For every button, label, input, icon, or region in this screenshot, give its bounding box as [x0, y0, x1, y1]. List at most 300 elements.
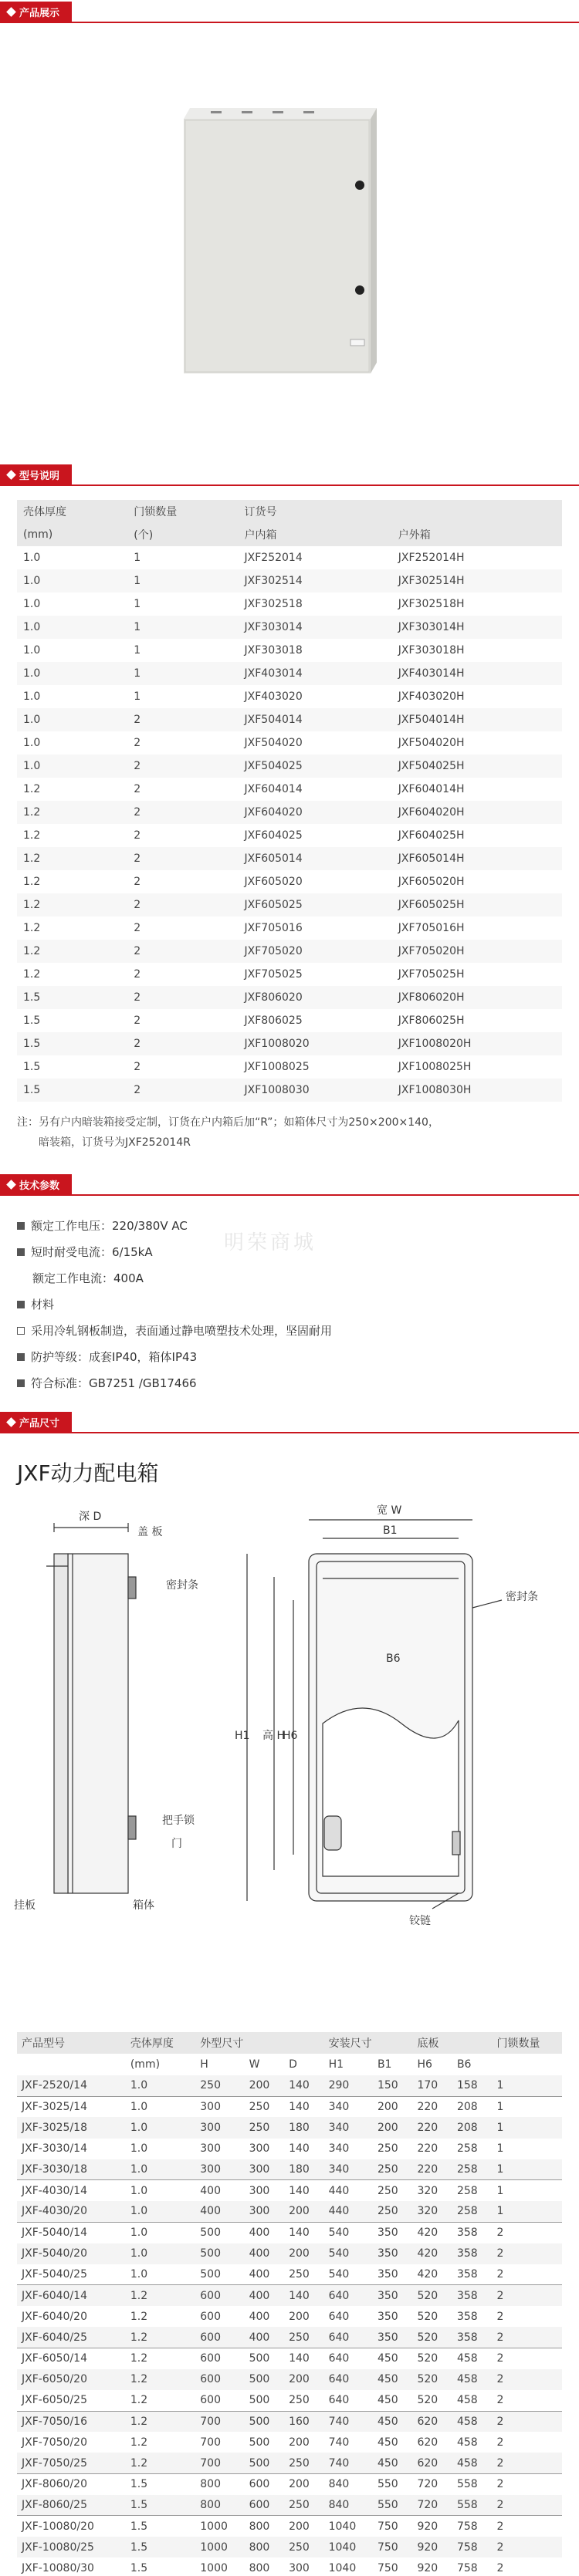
- table-cell: JXF302514H: [392, 569, 562, 593]
- table-cell: 520: [417, 2394, 438, 2407]
- table-cell: 740: [328, 2436, 350, 2449]
- table-cell: JXF303014: [239, 616, 392, 639]
- table-cell: 2: [127, 893, 238, 917]
- table-cell: 520: [412, 2327, 452, 2348]
- table-cell: 500: [245, 2369, 285, 2390]
- table-cell: 600: [245, 2495, 285, 2516]
- table-cell: 2: [134, 922, 141, 934]
- table-cell: 250: [284, 2327, 324, 2348]
- table-cell: 540: [324, 2243, 373, 2264]
- sub-d: D: [284, 2054, 324, 2075]
- table-cell: 220: [417, 2142, 438, 2156]
- table-cell: JXF604025: [244, 829, 303, 842]
- table-cell: 500: [249, 2394, 270, 2407]
- col-base-plate: 底板: [412, 2032, 492, 2054]
- table-cell: 2: [496, 2310, 504, 2323]
- table-cell: 1: [134, 552, 141, 564]
- table-cell: 300: [245, 2180, 285, 2201]
- table-cell: 600: [200, 2394, 221, 2407]
- order-note: [17, 1112, 562, 1153]
- table-cell: 450: [373, 2453, 413, 2473]
- table-cell: 1040: [328, 2561, 357, 2574]
- section-header-model: [0, 463, 579, 486]
- table-cell: 180: [284, 2117, 324, 2138]
- table-cell: JXF604020: [239, 801, 392, 824]
- table-cell: JXF605014: [239, 847, 392, 870]
- sub-b6: B6: [452, 2054, 493, 2075]
- table-cell: 2: [127, 755, 238, 778]
- bullet-icon: [17, 1301, 25, 1308]
- table-cell: 300: [195, 2159, 244, 2180]
- table-cell: 440: [324, 2180, 373, 2201]
- table-cell: 600: [195, 2285, 244, 2306]
- table-cell: 640: [324, 2348, 373, 2368]
- table-cell: 140: [284, 2222, 324, 2243]
- table-cell: 2: [127, 986, 238, 1009]
- table-cell: 1.2: [126, 2348, 195, 2368]
- table-cell: JXF705016: [244, 922, 303, 934]
- order-table-body: [17, 546, 562, 1102]
- table-cell: 400: [245, 2285, 285, 2306]
- table-cell: 160: [284, 2411, 324, 2432]
- table-cell: 1.2: [23, 876, 41, 888]
- table-row: [17, 1032, 562, 1055]
- section-title: 型号说明: [19, 470, 60, 482]
- table-cell: 2: [134, 783, 141, 795]
- table-cell: 2: [127, 847, 238, 870]
- label-seal-2: 密封条: [506, 1591, 538, 1603]
- table-cell: 458: [452, 2369, 493, 2390]
- table-cell: 2: [496, 2561, 504, 2574]
- table-cell: 258: [452, 2201, 493, 2222]
- table-cell: 1.5: [17, 1032, 127, 1055]
- label-height: 高 H: [262, 1730, 285, 1742]
- sub-b1: B1: [373, 2054, 413, 2075]
- table-cell: JXF604014H: [398, 783, 465, 795]
- table-cell: 2: [492, 2537, 562, 2557]
- table-cell: 1.0: [130, 2268, 148, 2281]
- table-cell: JXF604014: [244, 783, 303, 795]
- table-cell: 2: [492, 2285, 562, 2306]
- sub-unit: (个): [127, 523, 238, 546]
- table-cell: 450: [373, 2411, 413, 2432]
- spec-item: 额定工作电流：400A: [32, 1271, 144, 1285]
- table-cell: 720: [412, 2474, 452, 2495]
- table-cell: 200: [373, 2117, 413, 2138]
- spec-item: 防护等级：成套IP40，箱体IP43: [17, 1344, 562, 1370]
- table-cell: 350: [373, 2222, 413, 2243]
- table-row: [17, 1055, 562, 1079]
- table-cell: JXF403020H: [398, 690, 465, 703]
- table-cell: 2: [127, 708, 238, 731]
- table-cell: 2: [492, 2474, 562, 2495]
- table-cell: 500: [245, 2411, 285, 2432]
- table-cell: 640: [328, 2310, 350, 2323]
- table-cell: 1000: [200, 2561, 228, 2574]
- table-cell: JXF-6050/14: [17, 2348, 126, 2368]
- table-cell: 340: [324, 2096, 373, 2117]
- table-cell: JXF1008030H: [392, 1079, 562, 1102]
- table-cell: 600: [195, 2348, 244, 2368]
- table-cell: 2: [492, 2243, 562, 2264]
- table-cell: 250: [284, 2495, 324, 2516]
- table-cell: 400: [249, 2310, 270, 2323]
- section-header-size: [0, 1410, 579, 1433]
- table-cell: 300: [289, 2561, 310, 2574]
- table-cell: 1: [492, 2201, 562, 2222]
- table-cell: 220: [412, 2117, 452, 2138]
- label-cover: 盖 板: [137, 1526, 163, 1538]
- table-cell: 290: [324, 2075, 373, 2096]
- table-cell: JXF806025: [244, 1015, 303, 1027]
- table-cell: 150: [373, 2075, 413, 2096]
- table-cell: 2: [134, 1015, 141, 1027]
- table-cell: JXF403014H: [392, 662, 562, 685]
- table-cell: JXF605020: [244, 876, 303, 888]
- table-cell: JXF403014: [239, 662, 392, 685]
- table-cell: 300: [195, 2117, 244, 2138]
- table-row: [17, 2306, 562, 2327]
- table-row: [17, 2516, 562, 2537]
- table-cell: 1.0: [126, 2117, 195, 2138]
- table-row: [17, 2117, 562, 2138]
- table-cell: JXF-7050/16: [17, 2411, 126, 2432]
- table-cell: 2: [127, 801, 238, 824]
- table-cell: JXF1008020: [239, 1032, 392, 1055]
- table-row: [17, 2537, 562, 2557]
- table-cell: JXF605020H: [398, 876, 465, 888]
- table-cell: 640: [324, 2369, 373, 2390]
- order-table: [17, 500, 562, 1102]
- table-row: [17, 2075, 562, 2096]
- table-cell: 800: [195, 2474, 244, 2495]
- table-cell: JXF504020: [244, 737, 303, 749]
- table-cell: 1.0: [126, 2075, 195, 2096]
- table-cell: JXF605025: [239, 893, 392, 917]
- table-cell: 258: [452, 2180, 493, 2201]
- table-cell: JXF-2520/14: [17, 2075, 126, 2096]
- table-cell: JXF-5040/20: [17, 2243, 126, 2264]
- table-cell: 300: [249, 2142, 270, 2156]
- table-cell: 1.5: [126, 2516, 195, 2537]
- table-cell: 800: [245, 2537, 285, 2557]
- table-cell: 340: [324, 2159, 373, 2180]
- table-cell: 2: [492, 2327, 562, 2348]
- table-cell: 1.0: [126, 2243, 195, 2264]
- diagram-title: JXF动力配电箱: [17, 1460, 159, 1486]
- table-cell: 400: [195, 2180, 244, 2201]
- table-cell: 1: [134, 598, 141, 610]
- table-cell: 2: [492, 2516, 562, 2537]
- table-cell: 1.2: [126, 2411, 195, 2432]
- table-cell: 258: [452, 2159, 493, 2180]
- table-cell: 1.2: [130, 2394, 148, 2407]
- table-cell: 250: [377, 2142, 398, 2156]
- order-table-container: [17, 500, 562, 1102]
- table-cell: 1.0: [126, 2159, 195, 2180]
- table-cell: 758: [452, 2516, 493, 2537]
- table-row: [17, 1079, 562, 1102]
- table-cell: 1.0: [17, 755, 127, 778]
- table-cell: JXF806020: [239, 986, 392, 1009]
- table-cell: 250: [289, 2394, 310, 2407]
- table-cell: 1: [127, 616, 238, 639]
- table-cell: 250: [373, 2201, 413, 2222]
- table-cell: 1: [492, 2096, 562, 2117]
- table-cell: 758: [452, 2537, 493, 2557]
- table-cell: 170: [412, 2075, 452, 2096]
- table-cell: 458: [452, 2348, 493, 2368]
- table-cell: 2: [496, 2268, 504, 2281]
- table-cell: JXF-3025/14: [17, 2096, 126, 2117]
- table-cell: JXF303018: [244, 644, 303, 657]
- table-cell: 450: [377, 2394, 398, 2407]
- table-row: [17, 2243, 562, 2264]
- table-cell: 200: [289, 2310, 310, 2323]
- table-cell: JXF-3030/18: [17, 2159, 126, 2180]
- table-cell: JXF302518H: [398, 598, 465, 610]
- table-cell: 1.2: [130, 2310, 148, 2323]
- table-cell: 640: [324, 2327, 373, 2348]
- table-row: [17, 708, 562, 731]
- table-row: [17, 870, 562, 893]
- table-cell: JXF1008030: [239, 1079, 392, 1102]
- col-order-no: 订货号: [239, 500, 562, 523]
- table-cell: 540: [324, 2222, 373, 2243]
- table-row: [17, 569, 562, 593]
- table-cell: JXF605014H: [392, 847, 562, 870]
- table-cell: JXF-8060/20: [17, 2474, 126, 2495]
- table-cell: 1000: [195, 2516, 244, 2537]
- table-cell: 700: [200, 2436, 221, 2449]
- size-table-body: [17, 2075, 562, 2576]
- table-cell: 1: [492, 2117, 562, 2138]
- table-cell: JXF705025H: [398, 968, 465, 981]
- label-box: 箱体: [133, 1899, 154, 1912]
- table-cell: 1.2: [126, 2285, 195, 2306]
- table-cell: 600: [245, 2474, 285, 2495]
- table-cell: 440: [324, 2201, 373, 2222]
- table-cell: JXF303014H: [392, 616, 562, 639]
- bullet-icon: [17, 1248, 25, 1256]
- table-cell: 140: [284, 2285, 324, 2306]
- table-cell: 400: [245, 2243, 285, 2264]
- table-cell: 250: [284, 2453, 324, 2473]
- table-row: [17, 2411, 562, 2432]
- table-cell: 840: [324, 2495, 373, 2516]
- sub-mm: (mm): [126, 2054, 195, 2075]
- table-cell: 2: [496, 2436, 504, 2449]
- table-cell: 180: [284, 2159, 324, 2180]
- table-cell: 1040: [324, 2516, 373, 2537]
- table-cell: 600: [195, 2369, 244, 2390]
- table-cell: 1: [127, 569, 238, 593]
- table-cell: 2: [134, 968, 141, 981]
- table-cell: 1.5: [126, 2537, 195, 2557]
- note-line-2: 暗装箱，订货号为JXF252014R: [39, 1136, 191, 1149]
- table-row: [17, 2159, 562, 2180]
- table-cell: 740: [324, 2453, 373, 2473]
- table-cell: JXF-6050/20: [17, 2369, 126, 2390]
- table-row: [17, 801, 562, 824]
- spec-item: 材料: [17, 1291, 562, 1318]
- table-cell: 458: [456, 2394, 478, 2407]
- table-cell: 1.0: [17, 708, 127, 731]
- table-cell: JXF-6050/25: [22, 2394, 87, 2407]
- table-cell: 500: [195, 2222, 244, 2243]
- table-cell: 840: [324, 2474, 373, 2495]
- table-cell: 1.2: [23, 922, 41, 934]
- table-row: [17, 2285, 562, 2306]
- label-h6: H6: [283, 1730, 298, 1742]
- spec-item: 额定工作电压：220/380V AC: [17, 1213, 562, 1239]
- table-cell: 350: [377, 2310, 398, 2323]
- table-cell: 1.0: [126, 2201, 195, 2222]
- table-cell: 1.5: [126, 2474, 195, 2495]
- table-cell: 400: [245, 2327, 285, 2348]
- label-depth: 深 D: [79, 1511, 102, 1523]
- table-cell: 258: [456, 2142, 478, 2156]
- table-cell: 1.5: [130, 2561, 148, 2574]
- col-outer-size: 外型尺寸: [195, 2032, 323, 2054]
- table-cell: 750: [373, 2537, 413, 2557]
- table-row: [17, 917, 562, 940]
- sub-h6: H6: [412, 2054, 452, 2075]
- table-cell: 750: [373, 2516, 413, 2537]
- table-row: [17, 2369, 562, 2390]
- table-cell: 140: [289, 2142, 310, 2156]
- table-cell: 620: [412, 2453, 452, 2473]
- table-cell: 558: [452, 2474, 493, 2495]
- size-table: [17, 2032, 562, 2576]
- section-marker-icon: [6, 470, 16, 480]
- table-cell: 320: [412, 2180, 452, 2201]
- table-row: [17, 778, 562, 801]
- table-cell: 200: [284, 2516, 324, 2537]
- table-cell: 920: [417, 2561, 438, 2574]
- table-cell: 400: [245, 2222, 285, 2243]
- note-line-1: 注：另有户内暗装箱接受定制，订货在户内箱后加“R”；如箱体尺寸为250×200×140，: [17, 1116, 439, 1129]
- spec-item: 符合标准：GB7251 /GB17466: [17, 1370, 562, 1396]
- table-cell: 2: [492, 2348, 562, 2368]
- watermark-text: 明荣商城: [224, 1231, 317, 1254]
- label-seal: 密封条: [166, 1579, 198, 1592]
- table-row: [17, 755, 562, 778]
- table-cell: 500: [249, 2436, 270, 2449]
- bullet-icon: [17, 1379, 25, 1387]
- table-cell: 2: [134, 876, 141, 888]
- table-row: [17, 2495, 562, 2516]
- table-row: [17, 616, 562, 639]
- table-cell: 2: [492, 2411, 562, 2432]
- label-b1: B1: [383, 1524, 398, 1537]
- section-title: 产品尺寸: [19, 1417, 60, 1430]
- table-cell: 800: [245, 2516, 285, 2537]
- table-cell: 200: [284, 2369, 324, 2390]
- table-cell: JXF504020H: [398, 737, 465, 749]
- table-cell: JXF-3030/14: [22, 2142, 87, 2156]
- sub-mm: (mm): [17, 523, 127, 546]
- table-cell: 1000: [195, 2537, 244, 2557]
- table-cell: JXF1008020H: [392, 1032, 562, 1055]
- spec-item: 采用冷轧钢板制造，表面通过静电喷塑技术处理，坚固耐用: [17, 1318, 562, 1344]
- table-cell: 458: [456, 2436, 478, 2449]
- label-hinge: 铰链: [409, 1915, 431, 1927]
- table-cell: 720: [412, 2495, 452, 2516]
- table-cell: 250: [245, 2117, 285, 2138]
- table-cell: 340: [324, 2117, 373, 2138]
- table-cell: 1.5: [23, 1061, 41, 1073]
- section-marker-icon: [6, 1417, 16, 1427]
- table-cell: JXF-4030/20: [17, 2201, 126, 2222]
- table-cell: 800: [195, 2495, 244, 2516]
- table-cell: JXF-8060/25: [17, 2495, 126, 2516]
- table-cell: 1.0: [23, 552, 41, 564]
- label-door: 门: [171, 1838, 182, 1850]
- table-cell: 250: [373, 2159, 413, 2180]
- table-cell: 350: [373, 2243, 413, 2264]
- table-cell: 620: [417, 2436, 438, 2449]
- table-cell: 450: [373, 2369, 413, 2390]
- table-cell: JXF1008025: [244, 1061, 310, 1073]
- table-cell: 1.0: [126, 2180, 195, 2201]
- table-cell: 520: [412, 2369, 452, 2390]
- table-cell: 750: [377, 2561, 398, 2574]
- table-cell: 458: [452, 2411, 493, 2432]
- table-cell: JXF806020H: [392, 986, 562, 1009]
- table-cell: 300: [195, 2096, 244, 2117]
- table-cell: JXF705016H: [398, 922, 465, 934]
- table-cell: JXF604025H: [398, 829, 465, 842]
- table-cell: 2: [492, 2222, 562, 2243]
- table-cell: 358: [452, 2285, 493, 2306]
- table-cell: 1: [134, 690, 141, 703]
- table-cell: 358: [456, 2268, 478, 2281]
- table-cell: 350: [373, 2327, 413, 2348]
- table-cell: 200: [284, 2201, 324, 2222]
- table-cell: 1.0: [23, 737, 41, 749]
- table-row: [17, 2453, 562, 2473]
- sub-outdoor: 户外箱: [392, 523, 562, 546]
- table-cell: 1.5: [17, 1079, 127, 1102]
- table-cell: JXF-10080/30: [22, 2561, 94, 2574]
- table-cell: 520: [412, 2285, 452, 2306]
- table-cell: 458: [452, 2453, 493, 2473]
- table-cell: 220: [412, 2096, 452, 2117]
- table-cell: 1.0: [17, 569, 127, 593]
- table-cell: JXF252014: [244, 552, 303, 564]
- table-cell: 1: [134, 644, 141, 657]
- product-photo: [0, 23, 579, 463]
- table-cell: 640: [328, 2394, 350, 2407]
- table-cell: 200: [284, 2474, 324, 2495]
- label-hanger: 挂板: [14, 1899, 36, 1912]
- table-cell: JXF-10080/25: [17, 2537, 126, 2557]
- table-cell: JXF-5040/25: [22, 2268, 87, 2281]
- table-row: [17, 685, 562, 708]
- table-cell: 2: [134, 829, 141, 842]
- table-cell: 1.5: [23, 1015, 41, 1027]
- table-cell: 358: [456, 2310, 478, 2323]
- table-cell: 1.2: [23, 968, 41, 981]
- table-cell: 2: [492, 2495, 562, 2516]
- table-row: [17, 963, 562, 986]
- table-cell: JXF604020H: [392, 801, 562, 824]
- table-cell: 1.2: [17, 893, 127, 917]
- table-cell: 250: [373, 2180, 413, 2201]
- table-cell: 740: [324, 2411, 373, 2432]
- table-cell: 158: [452, 2075, 493, 2096]
